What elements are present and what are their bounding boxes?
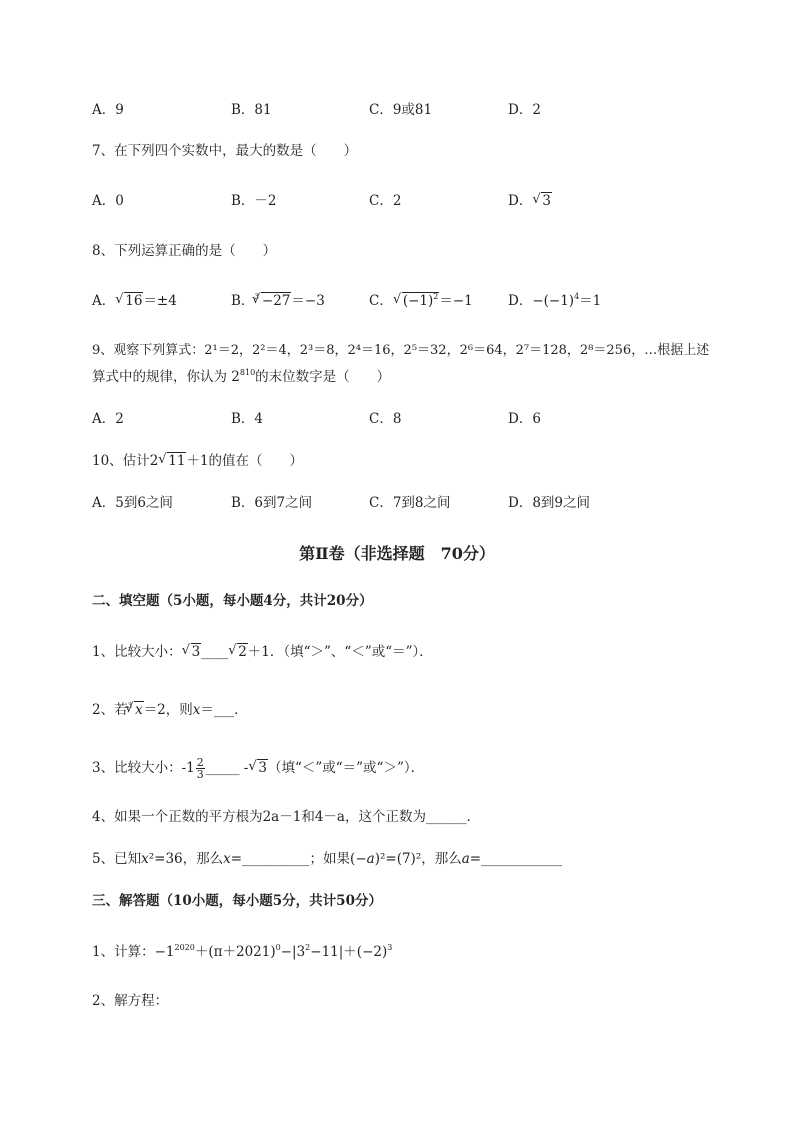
sqrt-sign: √ $(-1)^2$	[393, 292, 440, 310]
q6-option-c: C．9或81	[369, 102, 433, 118]
answer-question-1: 1、计算：$-1^{2020}+(\pi+2021)^0-|3^2-11|+(-2)^3$	[92, 943, 393, 960]
section2-heading: 二、填空题（5小题，每小题4分，共计20分）	[92, 593, 373, 609]
sqrt-sign: √ 11	[158, 452, 186, 470]
q6-option-b: B．81	[231, 102, 272, 118]
q7-option-d: D．√ 3	[508, 192, 552, 210]
q7-option-b: B．－2	[231, 193, 277, 209]
q10-option-b: B．6到7之间	[231, 495, 313, 511]
answer-question-2: 2、解方程：	[92, 993, 169, 1009]
q6-option-a: A．9	[92, 102, 124, 118]
q6-option-d: D．2	[508, 102, 541, 118]
section3-heading: 三、解答题（10小题，每小题5分，共计50分）	[92, 893, 382, 909]
fill-question-5: 5、已知x²=36，那么x=__________；如果(−a)²=(7)²，那么a=____________	[92, 851, 563, 867]
q10-option-a: A．5到6之间	[92, 495, 173, 511]
q8-option-b: B．$^3$√ −27＝−3	[231, 292, 325, 310]
q7-option-a: A．0	[92, 193, 124, 209]
q8-option-a: A．√ 16＝±4	[92, 292, 177, 310]
fill-question-2: 2、若$^3$√ x＝2，则x＝___．	[92, 701, 248, 719]
sqrt-sign: √ 16	[115, 292, 143, 310]
cube-root-sign: √ x	[125, 701, 144, 719]
q9-option-d: D．6	[508, 411, 541, 427]
fill-question-3: 3、比较大小：-1 $\frac{2}{3}$ _____ -√ 3（填“＜”或“＝”或“＞”）．	[92, 757, 424, 780]
sqrt-sign: √ 3	[248, 759, 268, 777]
q8-option-c: C．√ $(-1)^2=-1$	[369, 292, 473, 310]
q9-stem-line2: 算式中的规律，你认为 $2^{810}$的末位数字是（ ）	[92, 368, 391, 385]
q9-option-a: A．2	[92, 411, 124, 427]
q7-stem: 7、在下列四个实数中，最大的数是（ ）	[92, 143, 358, 159]
fraction: $\frac{2}{3}$	[196, 756, 204, 781]
q9-option-c: C．8	[369, 411, 402, 427]
q9-stem-line1: 9、观察下列算式：2¹＝2，2²＝4，2³＝8，2⁴＝16，2⁵＝32，2⁶＝64，2⁷＝128，2⁸＝256，…根据上述	[92, 343, 710, 358]
q9-option-b: B．4	[231, 411, 264, 427]
fill-question-4: 4、如果一个正数的平方根为2a－1和4－a，这个正数为______．	[92, 809, 480, 825]
fill-question-1: 1、比较大小：√ 3____√ 2＋1．（填“＞”、“＜”或“＝”）．	[92, 643, 433, 661]
part2-title: 第Ⅱ卷（非选择题 70分）	[299, 544, 495, 563]
q8-option-d: D．$-(-1)^4=1$	[508, 292, 602, 309]
sqrt-sign: √ 3	[532, 192, 552, 210]
sqrt-sign: √ 3	[182, 643, 202, 661]
cube-root-sign: √ −27	[252, 292, 292, 310]
sqrt-sign: √ 2	[228, 643, 248, 661]
q7-option-c: C．2	[369, 193, 402, 209]
q10-option-c: C．7到8之间	[369, 495, 451, 511]
q10-option-d: D．8到9之间	[508, 495, 591, 511]
q10-stem: 10、估计2√ 11＋1的值在（ ）	[92, 452, 303, 470]
q8-stem: 8、下列运算正确的是（ ）	[92, 243, 277, 259]
